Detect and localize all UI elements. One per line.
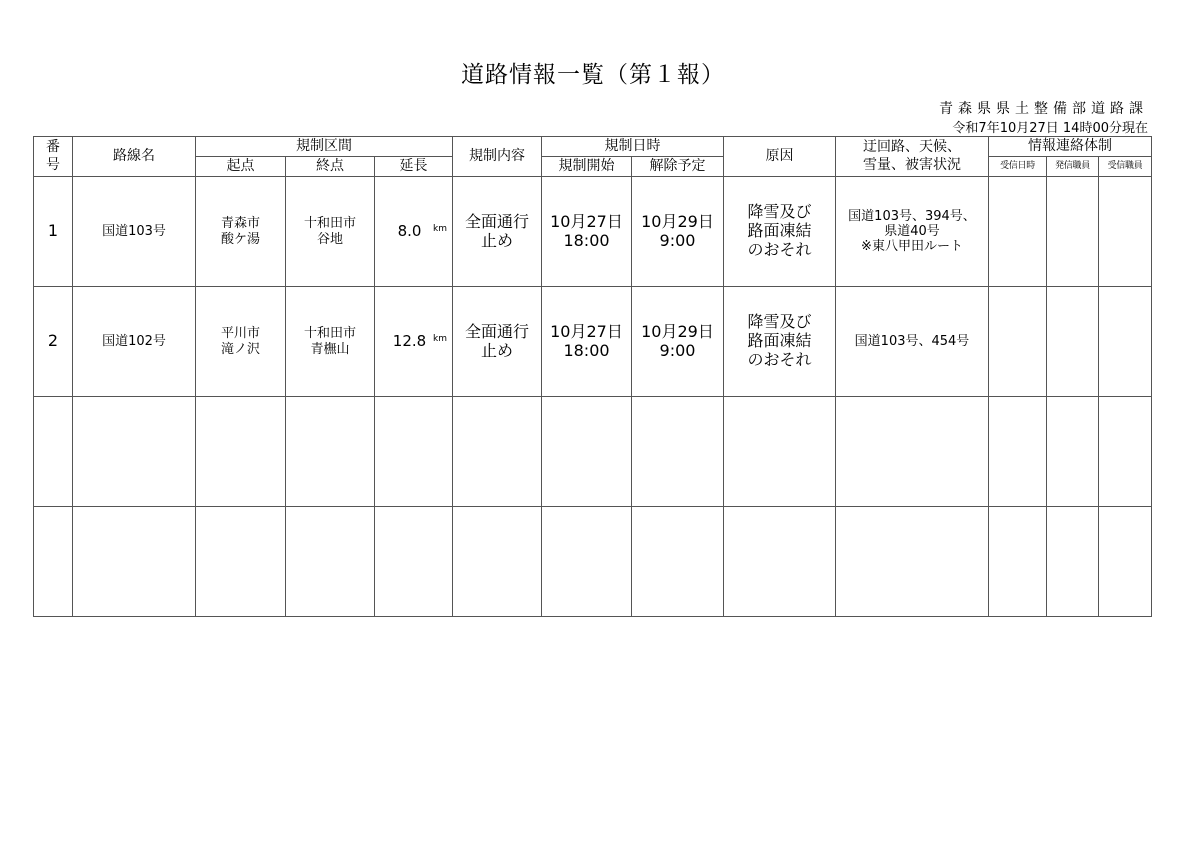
row-number: 1	[34, 177, 73, 287]
page-title: 道路情報一覧（第１報）	[461, 62, 725, 88]
row-route: 国道102号	[73, 287, 196, 397]
empty-row	[34, 507, 1152, 617]
header-end-time: 解除予定	[632, 157, 724, 177]
header-section: 規制区間	[196, 137, 453, 157]
department-name: 青森県県土整備部道路課	[939, 101, 1148, 117]
row-end-point: 十和田市 青橅山	[286, 287, 375, 397]
row-receiver	[1099, 287, 1152, 397]
empty-cell	[286, 507, 375, 617]
empty-cell	[375, 397, 453, 507]
empty-cell	[73, 507, 196, 617]
row-end-time: 10月29日 9:00	[632, 177, 724, 287]
empty-cell	[989, 397, 1047, 507]
empty-cell	[1047, 397, 1099, 507]
header-cause: 原因	[724, 137, 836, 177]
empty-cell	[724, 507, 836, 617]
row-length-value: 12.8	[392, 331, 427, 350]
empty-cell	[453, 507, 542, 617]
row-end-point: 十和田市 谷地	[286, 177, 375, 287]
empty-cell	[632, 397, 724, 507]
row-detour: 国道103号、454号	[836, 287, 989, 397]
row-received-at	[989, 177, 1047, 287]
row-start-time: 10月27日 18:00	[542, 177, 632, 287]
row-route: 国道103号	[73, 177, 196, 287]
empty-cell	[34, 507, 73, 617]
header-contact: 情報連絡体制	[989, 137, 1152, 157]
row-length-value: 8.0	[397, 221, 422, 240]
row-cause: 降雪及び 路面凍結 のおそれ	[724, 177, 836, 287]
table-row	[34, 177, 1152, 287]
empty-cell	[836, 397, 989, 507]
empty-cell	[1047, 507, 1099, 617]
header-sender: 発信職員	[1047, 157, 1099, 177]
header-receiver: 受信職員	[1099, 157, 1152, 177]
empty-cell	[542, 507, 632, 617]
as-of-timestamp: 令和7年10月27日 14時00分現在	[952, 121, 1148, 136]
empty-cell	[836, 507, 989, 617]
empty-cell	[73, 397, 196, 507]
header-route-name: 路線名	[73, 137, 196, 177]
header-end-point: 終点	[286, 157, 375, 177]
empty-cell	[196, 397, 286, 507]
row-content: 全面通行 止め	[453, 287, 542, 397]
row-length	[375, 287, 453, 397]
header-content: 規制内容	[453, 137, 542, 177]
row-start-point: 平川市 滝ノ沢	[196, 287, 286, 397]
row-sender	[1047, 287, 1099, 397]
header-detour: 迂回路、天候、 雪量、被害状況	[836, 137, 989, 177]
row-start-point: 青森市 酸ケ湯	[196, 177, 286, 287]
header-datetime: 規制日時	[542, 137, 724, 157]
row-end-time: 10月29日 9:00	[632, 287, 724, 397]
table-row	[34, 287, 1152, 397]
empty-cell	[196, 507, 286, 617]
row-length-unit: km	[433, 223, 447, 234]
row-sender	[1047, 177, 1099, 287]
header-start-point: 起点	[196, 157, 286, 177]
road-info-table	[33, 136, 1152, 617]
row-length-unit: km	[433, 333, 447, 344]
empty-cell	[286, 397, 375, 507]
empty-cell	[724, 397, 836, 507]
row-start-time: 10月27日 18:00	[542, 287, 632, 397]
row-cause: 降雪及び 路面凍結 のおそれ	[724, 287, 836, 397]
empty-cell	[1099, 507, 1152, 617]
row-receiver	[1099, 177, 1152, 287]
header-received-at: 受信日時	[989, 157, 1047, 177]
row-detour: 国道103号、394号、 県道40号 ※東八甲田ルート	[836, 177, 989, 287]
empty-cell	[542, 397, 632, 507]
empty-cell	[989, 507, 1047, 617]
empty-cell	[375, 507, 453, 617]
empty-cell	[632, 507, 724, 617]
row-number: 2	[34, 287, 73, 397]
empty-row	[34, 397, 1152, 507]
row-content: 全面通行 止め	[453, 177, 542, 287]
row-received-at	[989, 287, 1047, 397]
empty-cell	[453, 397, 542, 507]
empty-cell	[34, 397, 73, 507]
empty-cell	[1099, 397, 1152, 507]
header-number: 番 号	[34, 137, 73, 177]
row-length	[375, 177, 453, 287]
header-start-time: 規制開始	[542, 157, 632, 177]
header-length: 延長	[375, 157, 453, 177]
